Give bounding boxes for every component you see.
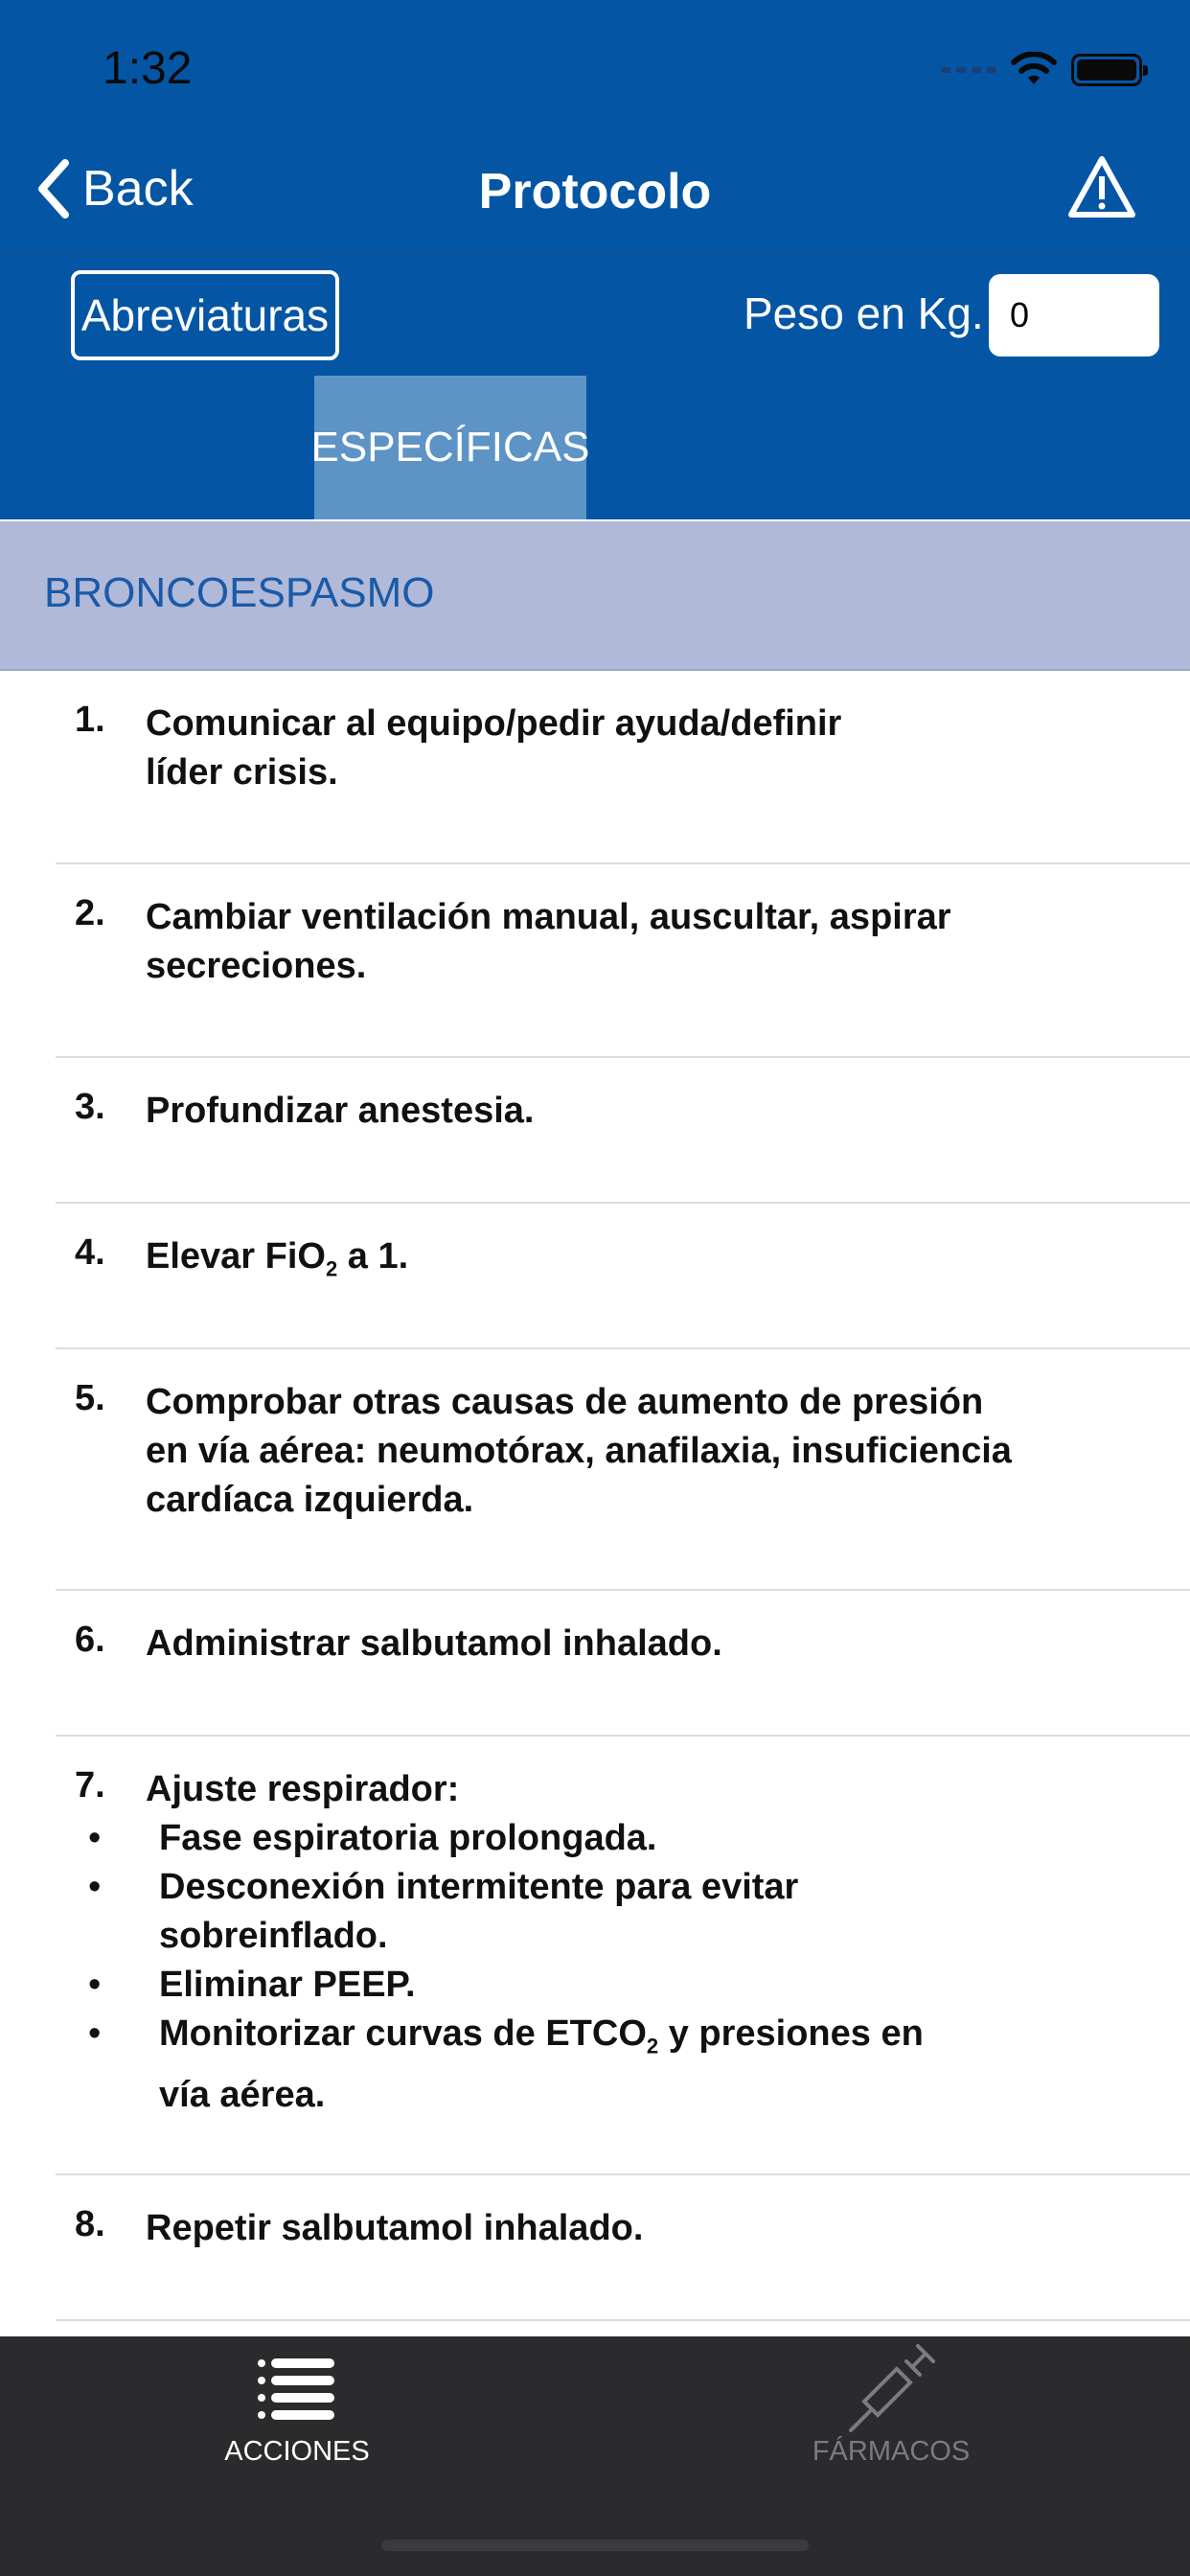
subscript: 2 [325, 1256, 338, 1281]
step-line: secreciones. [146, 946, 367, 986]
header [0, 0, 1190, 519]
peso-label: Peso en Kg. [744, 288, 984, 338]
step-line: Comunicar al equipo/pedir ayuda/definir [146, 703, 842, 744]
bullet-text-part: Monitorizar curvas de ETCO [159, 2013, 647, 2054]
list-item [56, 1736, 1190, 2175]
section-title: BRONCOESPASMO [44, 569, 435, 616]
list-item [56, 2175, 1190, 2321]
step-number: 2. [75, 893, 105, 933]
list-item [56, 1591, 1190, 1736]
bullet-list [56, 1814, 1110, 2120]
bullet-line: sobreinflado. [159, 1916, 388, 1956]
bullet-item [56, 1814, 1110, 1863]
step-text [146, 1378, 1104, 1525]
status-time: 1:32 [103, 43, 193, 94]
warning-icon[interactable] [1067, 153, 1136, 222]
list-item [56, 1349, 1190, 1591]
list-icon [258, 2358, 336, 2421]
step-number: 6. [75, 1620, 105, 1660]
bullet-item [56, 1961, 1110, 2010]
tab-farmacos[interactable] [747, 2340, 1035, 2468]
step-line: cardíaca izquierda. [146, 1480, 474, 1520]
peso-input[interactable] [989, 274, 1159, 356]
list-item [56, 671, 1190, 864]
step-text [146, 1087, 1104, 1136]
step-text-part: a 1. [337, 1236, 409, 1276]
step-text [146, 1232, 1104, 1294]
bullet-text: Eliminar PEEP. [159, 1965, 416, 2005]
tab-especificas[interactable]: ESPECÍFICAS [314, 376, 586, 519]
step-text [146, 700, 1104, 797]
battery-icon [1071, 54, 1142, 86]
status-icons [941, 52, 1142, 88]
page-title: Protocolo [478, 164, 712, 219]
bullet-item [56, 1863, 1110, 1961]
nav-bar [0, 144, 1190, 255]
bullet-line: vía aérea. [159, 2074, 326, 2115]
step-line: en vía aérea: neumotórax, anafilaxia, insuficiencia [146, 1431, 1012, 1471]
abreviaturas-button[interactable]: Abreviaturas [71, 270, 339, 360]
list-item [56, 1058, 1190, 1204]
step-text [146, 2204, 1104, 2253]
step-number: 8. [75, 2204, 105, 2244]
step-line: Comprobar otras causas de aumento de presión [146, 1382, 984, 1422]
back-label: Back [82, 161, 194, 217]
steps-list [0, 671, 1190, 2321]
subscript: 2 [646, 2034, 659, 2058]
bullet-line: • Desconexión intermitente para evitar [159, 1867, 799, 1907]
step-text-part: Elevar FiO [146, 1236, 326, 1276]
section-header [0, 521, 1190, 671]
bullet-text-part: y presiones en [658, 2013, 924, 2054]
step-line: Ajuste respirador: [146, 1769, 460, 1809]
list-item [56, 864, 1190, 1058]
home-indicator [381, 2540, 809, 2551]
step-line: líder crisis. [146, 752, 338, 793]
bullet-item [56, 2010, 1110, 2120]
step-number: 4. [75, 1232, 105, 1273]
step-line: Profundizar anestesia. [146, 1091, 535, 1131]
step-number: 3. [75, 1087, 105, 1127]
step-number: 7. [75, 1765, 105, 1806]
signal-icon [941, 67, 996, 73]
step-line: Administrar salbutamol inhalado. [146, 1623, 722, 1664]
step-line: Cambiar ventilación manual, auscultar, aspirar [146, 897, 951, 937]
tab-acciones-label: ACCIONES [224, 2436, 370, 2467]
tab-acciones[interactable] [153, 2358, 441, 2468]
step-text [146, 893, 1104, 991]
step-text [146, 1765, 1104, 1814]
step-number: 5. [75, 1378, 105, 1418]
wifi-icon [1010, 52, 1058, 88]
list-item [56, 1204, 1190, 1349]
syringe-icon [843, 2340, 939, 2436]
bullet-text: Fase espiratoria prolongada. [159, 1818, 657, 1858]
step-line: Repetir salbutamol inhalado. [146, 2208, 644, 2248]
bullet-line [159, 2010, 1110, 2071]
step-number: 1. [75, 700, 105, 740]
tab-farmacos-label: FÁRMACOS [812, 2436, 971, 2467]
step-text [146, 1620, 1104, 1668]
